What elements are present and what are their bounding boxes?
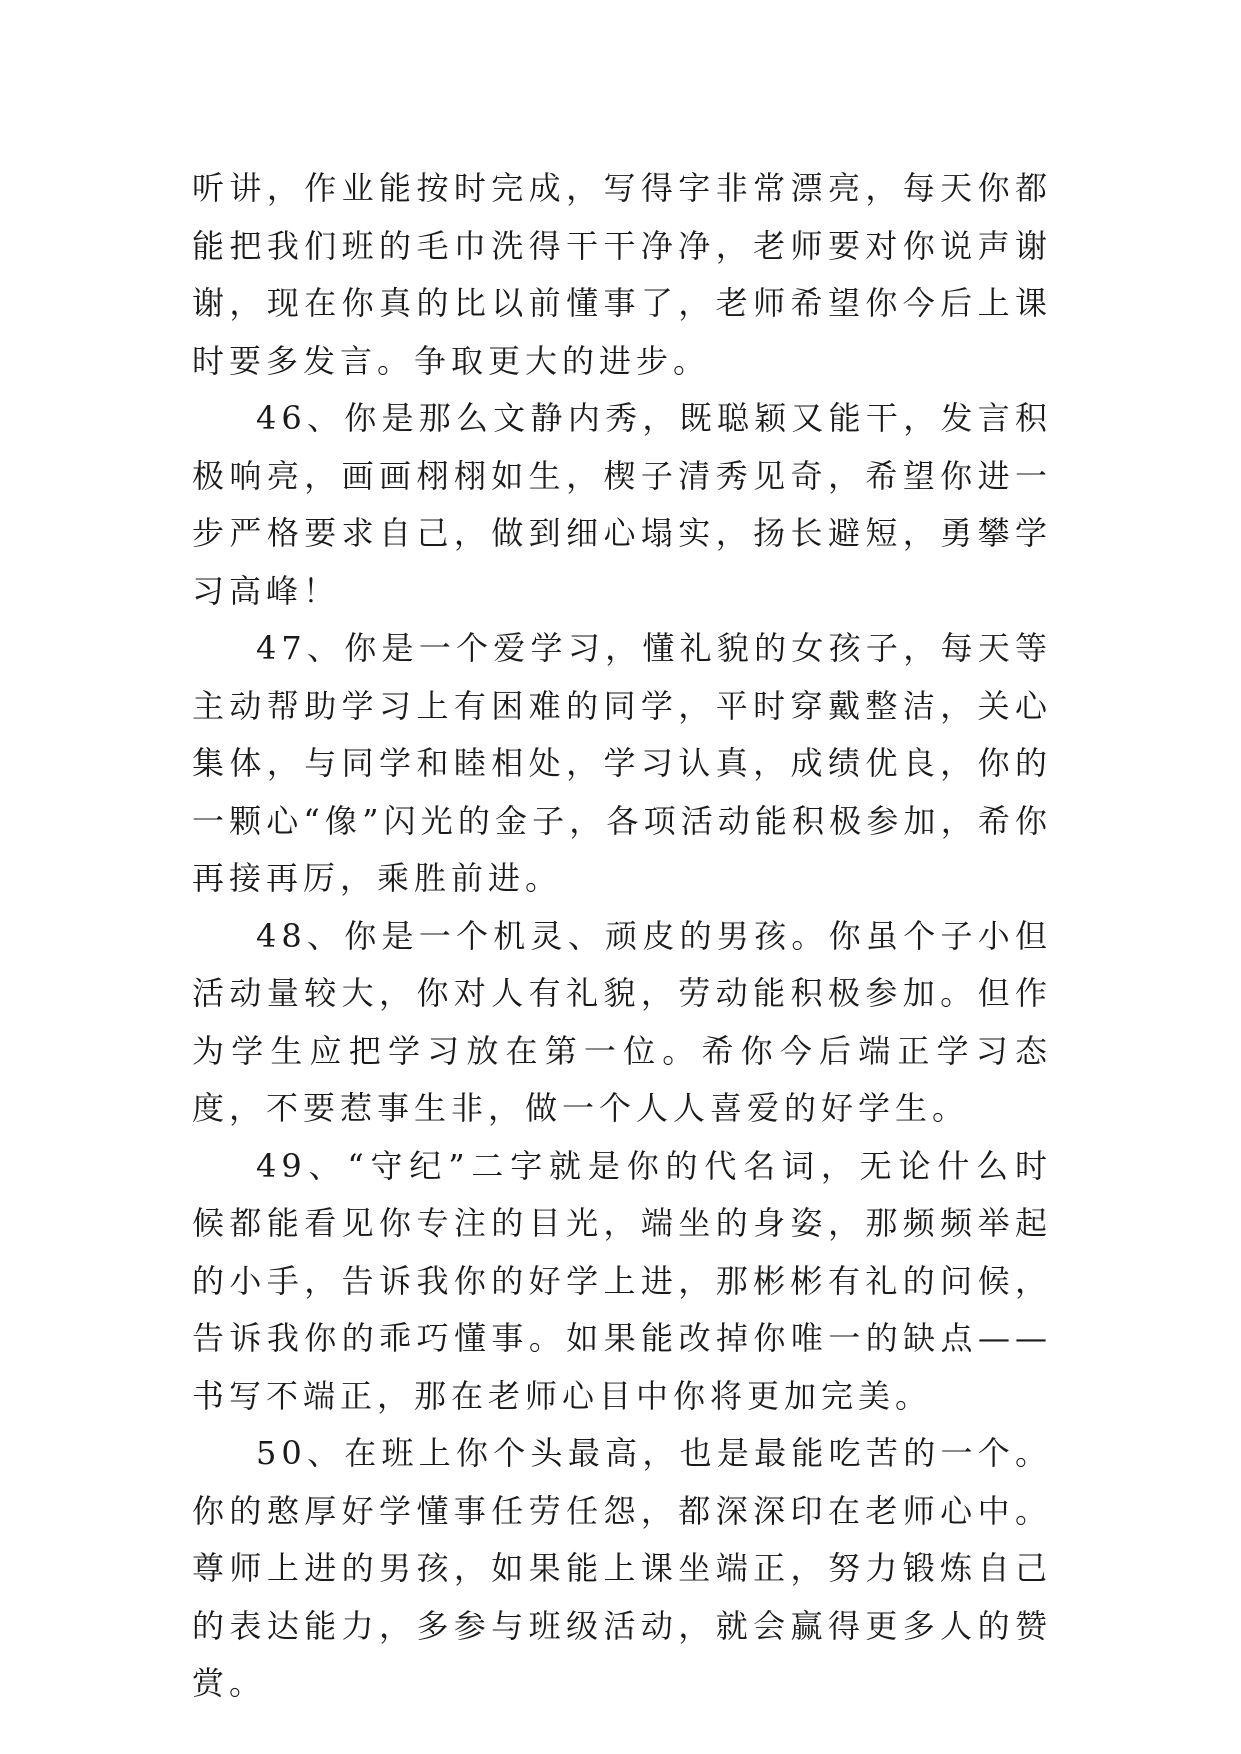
paragraph-comment-48: 48、你是一个机灵、顽皮的男孩。你虽个子小但活动量较大，你对人有礼貌，劳动能积极参加。但作为学生应把学习放在第一位。希你今后端正学习态度，不要惹事生非，做一个人人喜爱的好学生。 — [192, 916, 1052, 1127]
paragraph-comment-47: 47、你是一个爱学习，懂礼貌的女孩子，每天等主动帮助学习上有困难的同学，平时穿戴整洁，关心集体，与同学和睦相处，学习认真，成绩优良，你的一颗心“像”闪光的金子，各项活动能积极参加，希你再接再厉，乘胜前进。 — [192, 629, 1052, 897]
paragraph-comment-49: 49、“守纪”二字就是你的代名词，无论什么时候都能看见你专注的目光，端坐的身姿，那频频举起的小手，告诉我你的好学上进，那彬彬有礼的问候，告诉我你的乖巧懂事。如果能改掉你唯一的缺点——书写不端正，那在老师心目中你将更加完美。 — [192, 1146, 1052, 1415]
paragraph-comment-50: 50、在班上你个头最高，也是最能吃苦的一个。你的憨厚好学懂事任劳任怨，都深深印在老师心中。尊师上进的男孩，如果能上课坐端正，努力锻炼自己的表达能力，多参与班级活动，就会赢得更多人的赞赏。 — [192, 1434, 1052, 1702]
paragraph-comment-46: 46、你是那么文静内秀，既聪颖又能干，发言积极响亮，画画栩栩如生，楔子清秀见奇，希望你进一步严格要求自己，做到细心塌实，扬长避短，勇攀学习高峰！ — [192, 399, 1052, 610]
document-body — [192, 160, 1052, 1713]
paragraph-continuation: 听讲，作业能按时完成，写得字非常漂亮，每天你都能把我们班的毛巾洗得干干净净，老师要对你说声谢谢，现在你真的比以前懂事了，老师希望你今后上课时要多发言。争取更大的进步。 — [192, 169, 1052, 380]
